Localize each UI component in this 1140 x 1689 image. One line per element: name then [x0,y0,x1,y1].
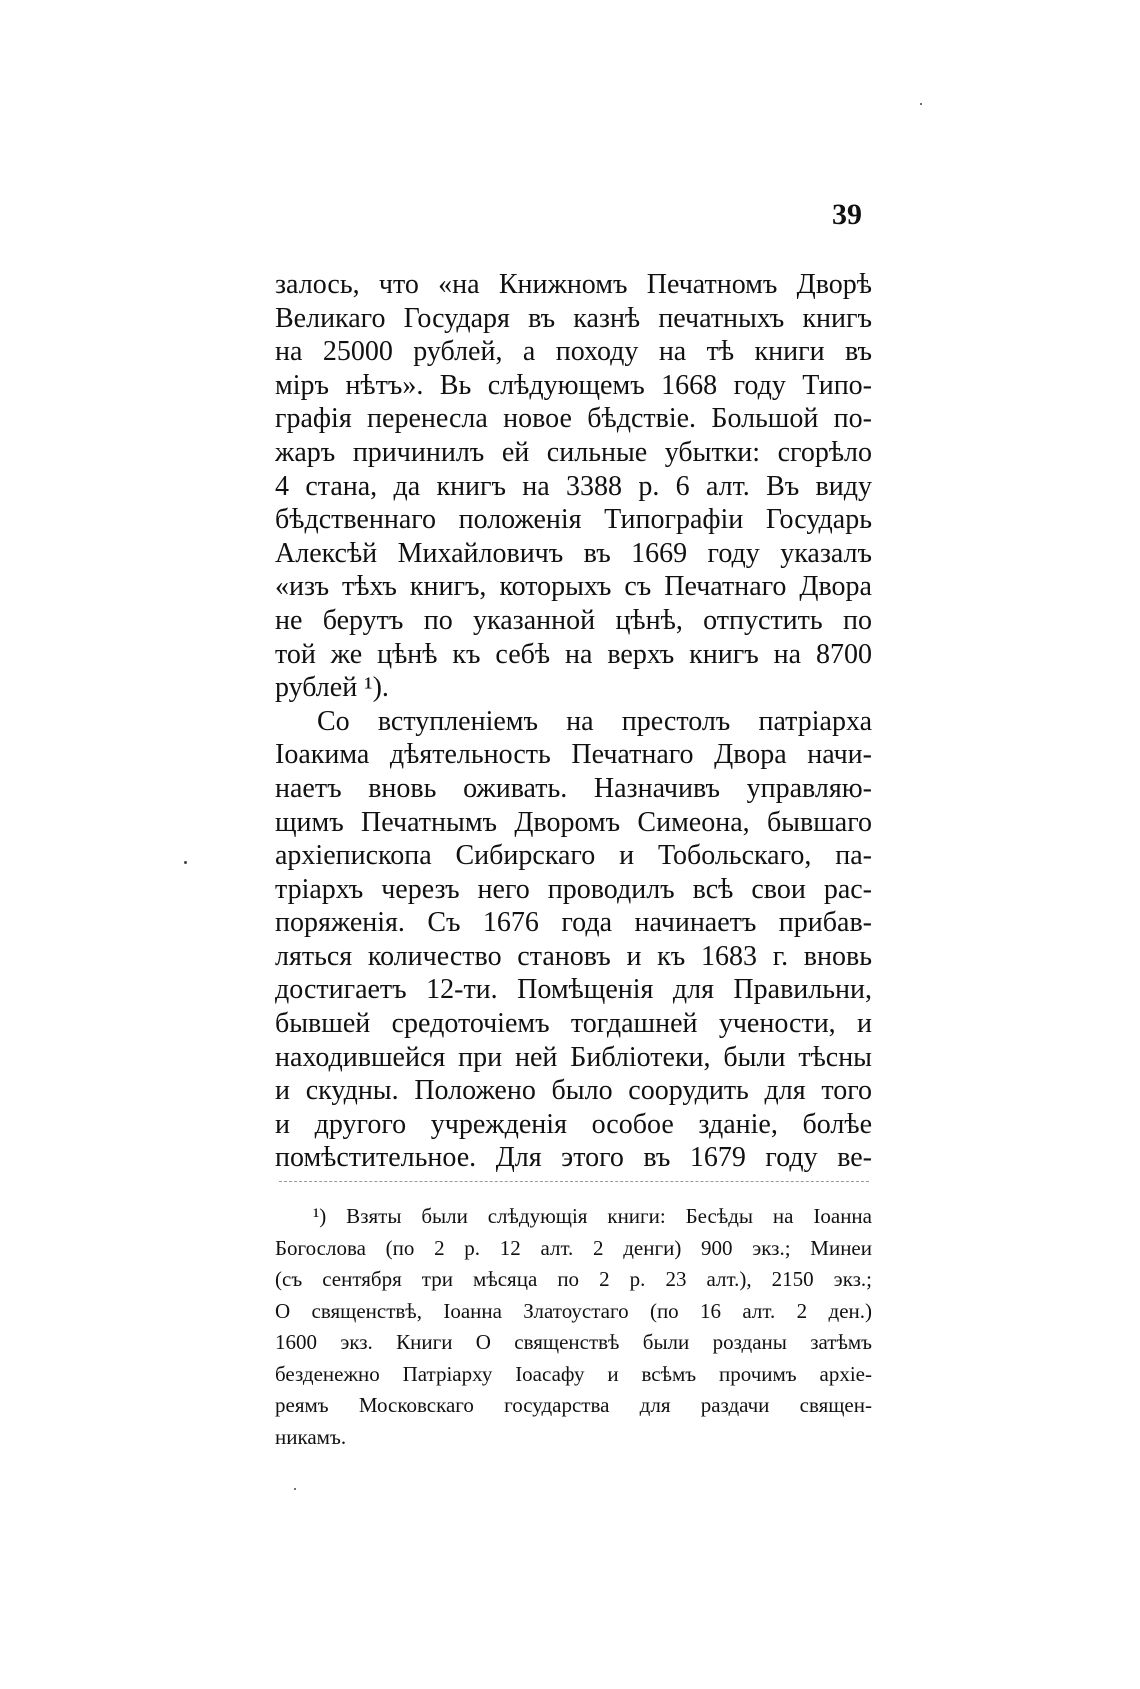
body-line: 4 стана, да книгъ на 3388 р. 6 алт. Въ виду [275,470,872,502]
footnote-line: никамъ. [275,1424,347,1449]
footnote-line: О священствѣ, Іоанна Златоустаго (по 16 алт. 2 ден.) [275,1298,872,1323]
body-line: Алексѣй Михайловичъ въ 1669 году указалъ [275,537,872,569]
body-line: ляться количество становъ и къ 1683 г. вновь [275,940,872,972]
body-line: «изъ тѣхъ книгъ, которыхъ съ Печатнаго Двора [275,571,872,603]
body-line: Великаго Государя въ казнѣ печатныхъ книгъ [275,302,872,334]
scan-speck [184,861,187,864]
footnote-line: (съ сентября три мѣсяца по 2 р. 23 алт.), 2150 экз.; [275,1267,872,1291]
footnote-divider [279,1181,869,1182]
body-line: достигаетъ 12-ти. Помѣщенія для Правильни, [275,974,872,1006]
footnote-line: реямъ Московскаго государства для раздачи священ- [275,1393,872,1417]
footnote-line: ¹) Взяты были слѣдующія книги: Бесѣды на Іоанна [313,1204,872,1228]
footnote-line: безденежно Патріарху Іоасафу и всѣмъ прочимъ архіе- [275,1361,872,1386]
body-line: помѣстительное. Для этого въ 1679 году ве- [275,1142,872,1174]
body-line: графія перенесла новое бѣдствіе. Большой по- [275,403,872,435]
body-line: щимъ Печатнымъ Дворомъ Симеона, бывшаго [275,806,872,838]
page-number: 39 [832,198,862,231]
body-line: міръ нѣтъ». Вь слѣдующемъ 1668 году Типо- [275,369,872,401]
body-line: тріархъ черезъ него проводилъ всѣ свои рас- [275,873,872,905]
body-line: Со вступленіемъ на престолъ патріарха [317,705,872,737]
body-line: поряженія. Съ 1676 года начинаетъ прибав- [275,907,872,939]
body-line: рублей ¹). [275,672,389,704]
footnotes [275,1201,872,1453]
body-line: бѣдственнаго положенія Типографіи Государь [275,504,872,536]
body-line: на 25000 рублей, а походу на тѣ книги въ [275,336,872,368]
body-line: архіепископа Сибирскаго и Тобольскаго, па- [275,840,872,872]
body-line: жаръ причинилъ ей сильные убытки: сгорѣло [275,436,872,468]
body-line: находившейся при ней Библіотеки, были тѣсны [275,1041,872,1073]
footnote-line: 1600 экз. Книги О священствѣ были розданы затѣмъ [275,1330,872,1354]
body-line: и другого учрежденія особое зданіе, болѣе [275,1108,872,1140]
body-line: залось, что «на Книжномъ Печатномъ Дворѣ [275,269,872,300]
body-line: не берутъ по указанной цѣнѣ, отпустить по [275,604,872,636]
body-text [275,268,872,1175]
body-line: наетъ вновь оживать. Назначивъ управляю- [275,772,872,804]
footnote-line: Богослова (по 2 р. 12 алт. 2 денги) 900 экз.; Минеи [275,1235,872,1260]
body-line: той же цѣнѣ къ себѣ на верхъ книгъ на 8700 [275,638,872,670]
scan-speck [920,103,922,105]
scan-speck [294,1488,296,1490]
body-line: бывшей средоточіемъ тогдашней учености, и [275,1008,872,1040]
body-line: Іоакима дѣятельность Печатнаго Двора начи- [275,739,872,771]
body-line: и скудны. Положено было соорудить для того [275,1075,872,1107]
